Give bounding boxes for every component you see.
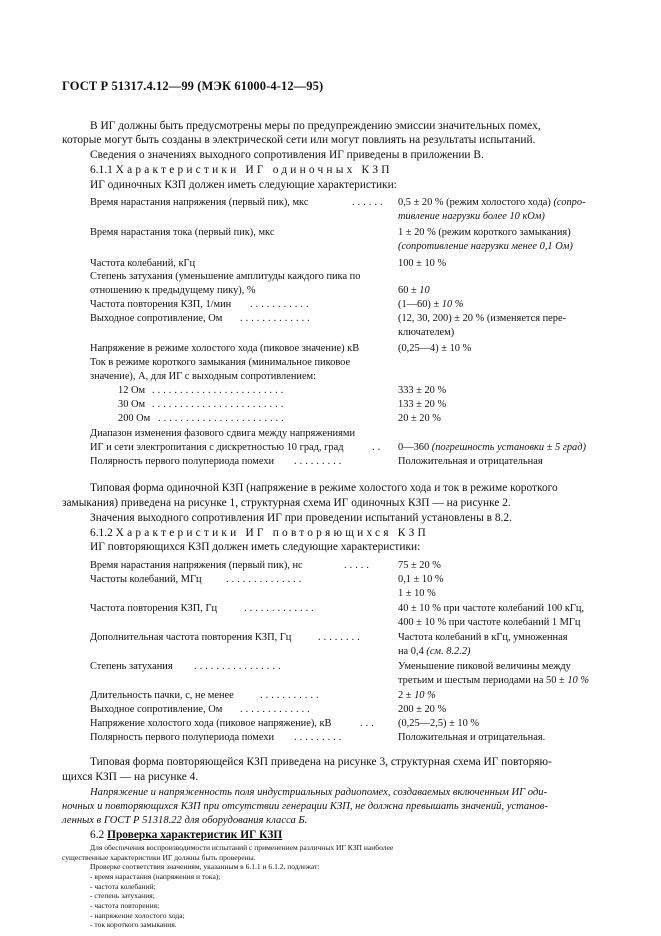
leader-dots: ......... (294, 456, 345, 467)
spec-value: (0,25—4) ± 10 % (398, 343, 472, 354)
spec-label: Полярность первого полупериода помехи (90, 732, 275, 743)
leader-dots: .............. (226, 574, 305, 585)
spec-row (90, 298, 602, 312)
spec-row (90, 717, 602, 731)
list-item: - частота повторения; (90, 901, 160, 910)
paragraph-line: Значения выходного сопротивления ИГ при проведении испытаний установлены в 8.2. (90, 512, 512, 524)
spec-value: 0,1 ± 10 % (398, 574, 444, 585)
spec-value: тивление нагрузки более 10 кОм) (398, 211, 545, 222)
spec-row (90, 631, 602, 645)
note-line: ночных и повторяющихся КЗП при отсутствии генерации КЗП, не должна превышать значений, установ- (62, 801, 548, 812)
leader-dots: ............. (240, 313, 313, 324)
spec-value: 400 ± 10 % при частоте колебаний 1 МГц (398, 617, 581, 628)
spec-label: Ток в режиме короткого замыкания (минимальное пиковое (90, 357, 351, 368)
section-heading-611 (90, 163, 393, 178)
spec-label: Частота повторения КЗП, 1/мин (90, 299, 232, 310)
document-header: ГОСТ Р 51317.4.12—99 (МЭК 61000-4-12—95) (62, 79, 324, 93)
spec-row (90, 427, 602, 441)
spec-label: Выходное сопротивление, Ом (90, 704, 223, 715)
spec-row (90, 731, 602, 745)
spec-value: (12, 30, 200) ± 20 % (изменяется пере- (398, 313, 567, 324)
paragraph-line: замыкания) приведена на рисунке 1, структурная схема ИГ одиночных КЗП — на рисунке 2. (62, 497, 511, 509)
spec-value: 60 ± 10 (398, 285, 430, 296)
spec-row (90, 559, 602, 573)
spec-row (90, 342, 602, 356)
spec-row (90, 356, 602, 370)
spec-value: 333 ± 20 % (398, 385, 447, 396)
paragraph-line: Типовая форма повторяющейся КЗП приведена на рисунке 3, структурная схема ИГ повторяю- (90, 756, 552, 768)
spec-label: ИГ и сети электропитания с дискретностью 10 град, град (90, 442, 344, 453)
paragraph-line: щихся КЗП — на рисунке 4. (62, 771, 199, 783)
section-heading-612 (90, 526, 429, 541)
leader-dots: ....................... (158, 413, 287, 424)
spec-label: Время нарастания напряжения (первый пик), нс (90, 560, 303, 571)
spec-label: Полярность первого полупериода помехи (90, 456, 275, 467)
note-line: ленных в ГОСТ Р 51318.22 для оборудования класса Б. (62, 815, 308, 826)
spec-row (90, 270, 602, 284)
paragraph-line: Проверке соответствия значениям, указанным в 6.1.1 и 6.1.2, подлежат: (90, 862, 320, 872)
section-title: Характеристики ИГ одиночных КЗП (115, 164, 393, 176)
spec-value: Положительная и отрицательная (398, 456, 543, 467)
spec-value: Частота колебаний в кГц, умноженная (398, 632, 568, 643)
leader-dots: ...... (352, 197, 386, 208)
leader-dots: ........................ (152, 385, 287, 396)
leader-dots: ..... (344, 560, 372, 571)
section-number: 6.1.2 (90, 527, 113, 539)
list-item: - частота колебаний; (90, 881, 156, 891)
paragraph-line: существенные характеристики ИГ должны быть проверены. (62, 852, 256, 862)
note-line: Напряжение и напряженность поля индустриальных радиопомех, создаваемых включенным ИГ оди- (90, 787, 548, 798)
spec-label: 12 Ом (118, 385, 146, 396)
section-title: Характеристики ИГ повторяющихся КЗП (115, 527, 429, 539)
leader-dots: ............. (244, 603, 317, 614)
spec-value: на 0,4 (см. 8.2.2) (398, 646, 471, 657)
spec-value: 2 ± 10 % (398, 690, 436, 701)
section-number: 6.2 (90, 829, 105, 841)
leader-dots: ......... (294, 732, 345, 743)
spec-row (90, 326, 602, 340)
spec-value: 75 ± 20 % (398, 560, 441, 571)
spec-label: Частота повторения КЗП, Гц (90, 603, 218, 614)
spec-row (90, 312, 602, 326)
spec-label: Напряжение в режиме холостого хода (пиковое значение) кВ (90, 343, 360, 354)
section-number: 6.1.1 (90, 164, 113, 176)
paragraph-line: Для обеспечения воспроизводимости испытаний с применением различных ИГ КЗП наиболее (90, 843, 394, 852)
spec-value: 1 ± 20 % (режим короткого замыкания) (398, 227, 571, 238)
spec-row (90, 257, 602, 271)
spec-row (90, 441, 602, 455)
spec-value: 0,5 ± 20 % (режим холостого хода) (сопро- (398, 197, 586, 208)
spec-row (90, 660, 602, 674)
spec-label: Время нарастания напряжения (первый пик), мкс (90, 197, 309, 208)
spec-row (90, 210, 602, 224)
section-title: Проверка характеристик ИГ КЗП (107, 829, 283, 841)
spec-label: Частоты колебаний, МГц (90, 574, 202, 585)
spec-value: (сопротивление нагрузки менее 0,1 Ом) (398, 241, 573, 252)
paragraph-line: которые могут быть созданы в электрической сети или могут повлиять на результаты испытаний. (62, 134, 536, 146)
leader-dots: ............. (240, 704, 313, 715)
spec-row (90, 384, 602, 398)
spec-label: Степень затухания (90, 661, 173, 672)
spec-value: 1 ± 10 % (398, 588, 436, 599)
section-lead: ИГ одиночных КЗП должен иметь следующие характеристики: (90, 179, 397, 191)
leader-dots: ................ (194, 661, 284, 672)
spec-row (90, 412, 602, 426)
spec-row (90, 587, 602, 601)
spec-value: 200 ± 20 % (398, 704, 447, 715)
spec-label: Степень затухания (уменьшение амплитуды каждого пика по (90, 271, 361, 282)
leader-dots: ........... (260, 690, 322, 701)
paragraph-line: Сведения о значениях выходного сопротивления ИГ приведены в приложении В. (90, 149, 484, 161)
spec-label: Длительность пачки, с, не менее (90, 690, 234, 701)
spec-value: третьим и шестым периодами на 50 ± 10 % (398, 675, 589, 686)
leader-dots: ........ (318, 632, 363, 643)
spec-value: Уменьшение пиковой величины между (398, 661, 571, 672)
spec-label: Частота колебаний, кГц (90, 258, 196, 269)
spec-label: Напряжение холостого хода (пиковое напряжение), кВ (90, 718, 332, 729)
spec-label: отношению к предыдущему пику), % (90, 285, 256, 296)
list-item: - время нарастания (напряжения и тока); (90, 872, 221, 881)
leader-dots: ........... (250, 299, 312, 310)
spec-row (90, 703, 602, 717)
section-heading-62 (90, 828, 282, 843)
spec-row (90, 196, 602, 210)
spec-row (90, 689, 602, 703)
spec-label: 30 Ом (118, 399, 146, 410)
spec-value: 100 ± 10 % (398, 258, 447, 269)
spec-row (90, 398, 602, 412)
leader-dots: ... (360, 718, 377, 729)
leader-dots: .. (372, 442, 384, 453)
spec-value: 20 ± 20 % (398, 413, 441, 424)
spec-value: (0,25—2,5) ± 10 % (398, 718, 480, 729)
list-item: - напряжение холостого хода; (90, 910, 185, 920)
spec-row (90, 674, 602, 688)
spec-label: Диапазон изменения фазового сдвига между напряжениями (90, 428, 356, 439)
spec-value: Положительная и отрицательная. (398, 732, 546, 743)
paragraph-line: В ИГ должны быть предусмотрены меры по предупреждению эмиссии значительных помех, (90, 120, 541, 132)
spec-row (90, 284, 602, 298)
spec-value: ключателем) (398, 327, 455, 338)
spec-row (90, 645, 602, 659)
spec-label: 200 Ом (118, 413, 151, 424)
spec-row (90, 616, 602, 630)
spec-row (90, 226, 602, 240)
list-item: - степень затухания; (90, 891, 155, 901)
leader-dots: ........................ (152, 399, 287, 410)
spec-row (90, 370, 602, 384)
spec-value: 133 ± 20 % (398, 399, 447, 410)
section-lead: ИГ повторяющихся КЗП должен иметь следующие характеристики: (90, 541, 421, 553)
spec-value: 0—360 (погрешность установки ± 5 град) (398, 442, 586, 453)
list-item: - ток короткого замыкания. (90, 920, 177, 930)
spec-value: (1—60) ± 10 % (398, 299, 464, 310)
spec-label: Дополнительная частота повторения КЗП, Гц (90, 632, 292, 643)
spec-label: значение), А, для ИГ с выходным сопротивлением: (90, 371, 317, 382)
spec-row (90, 240, 602, 254)
spec-row (90, 455, 602, 469)
spec-row (90, 573, 602, 587)
paragraph-line: Типовая форма одиночной КЗП (напряжение в режиме холостого хода и ток в режиме короткого (90, 482, 558, 494)
spec-label: Время нарастания тока (первый пик), мкс (90, 227, 275, 238)
spec-label: Выходное сопротивление, Ом (90, 313, 223, 324)
spec-value: 40 ± 10 % при частоте колебаний 100 кГц, (398, 603, 585, 614)
spec-row (90, 602, 602, 616)
